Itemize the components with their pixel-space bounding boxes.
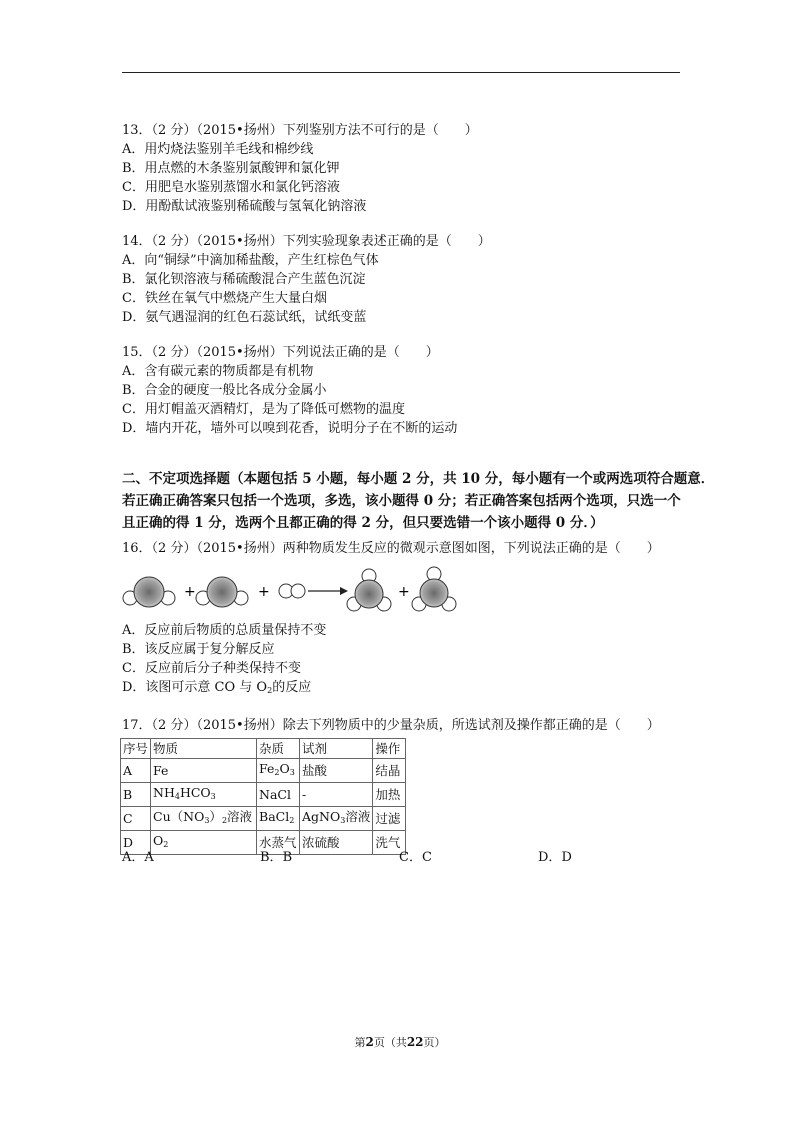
answer-option-a: A．A [122,850,154,865]
section-2-line-2: 若正确正确答案只包括一个选项，多选，该小题得 0 分；若正确答案包括两个选项，只选一个 [122,493,681,509]
table-row: D $O_2$ 水蒸气 浓硫酸 洗气 [121,831,406,855]
table-row: B $NH_4HCO_3$ NaCl - 加热 [121,783,406,807]
product-molecule-1 [347,569,391,611]
reactant-molecule-2 [196,577,248,607]
table-row: A Fe $Fe_2O_3$ 盐酸 结晶 [121,759,406,783]
reactant-molecule-1 [123,577,175,607]
header-rule [122,72,680,73]
plus-sign-2: + [258,584,270,600]
question-17-answer-options [122,846,682,866]
question-15-option-b: B．合金的硬度一般比各成分金属小 [122,383,327,398]
question-15 [122,343,702,438]
question-16-stem: 16．（2 分）（2015•扬州）两种物质发生反应的微观示意图如图，下列说法正确的是（ ） [122,541,660,556]
product-molecule-2 [412,567,456,611]
answer-option-d: D．D [538,850,572,865]
question-14-stem: 14．（2 分）（2015•扬州）下列实验现象表述正确的是（ ） [122,234,491,249]
question-14-option-c: C．铁丝在氧气中燃烧产生大量白烟 [122,291,327,306]
question-16-option-c: C．反应前后分子种类保持不变 [122,661,301,676]
answer-option-c: C．C [399,850,432,865]
question-16-option-b: B．该反应属于复分解反应 [122,642,275,657]
question-13-option-a: A．用灼烧法鉴别羊毛线和棉纱线 [122,142,314,157]
question-14-option-b: B．氯化钡溶液与稀硫酸混合产生蓝色沉淀 [122,272,366,287]
reagent-table [120,738,406,855]
question-17 [122,716,702,735]
question-13-option-c: C．用肥皂水鉴别蒸馏水和氯化钙溶液 [122,180,340,195]
question-13-option-b: B．用点燃的木条鉴别氯酸钾和氯化钾 [122,161,340,176]
reactant-molecule-3 [279,584,305,598]
answer-option-b: B．B [260,850,293,865]
table-row: C $Cu(NO_3)_2$溶液 BaCl$_2$ AgNO$_3$溶液 过滤 [121,807,406,831]
table-header-row: 序号 物质 杂质 试剂 操作 [121,739,406,759]
question-15-option-c: C．用灯帽盖灭酒精灯，是为了降低可燃物的温度 [122,402,405,417]
question-16-option-a: A．反应前后物质的总质量保持不变 [122,623,327,638]
section-2-line-1: 二、不定项选择题（本题包括 5 小题，每小题 2 分，共 10 分，每小题有一个或两选项符合题意． [122,471,715,487]
question-17-stem: 17．（2 分）（2015•扬州）除去下列物质中的少量杂质，所选试剂及操作都正确的是（ ） [122,718,660,733]
plus-sign-3: + [398,584,410,600]
question-14-option-d: D．氨气遇湿润的红色石蕊试纸，试纸变蓝 [122,310,367,325]
section-2-heading [122,468,715,534]
question-13-option-d: D．用酚酞试液鉴别稀硫酸与氢氧化钠溶液 [122,199,367,214]
section-2-line-3: 且正确的得 1 分，选两个且都正确的得 2 分，但只要选错一个该小题得 0 分．） [122,515,604,531]
plus-sign-1: + [184,584,196,600]
page-footer: 第2页（共22页） [354,1035,446,1049]
reaction-diagram [122,566,462,614]
question-16-options [122,621,702,697]
reaction-arrow-icon [308,587,348,595]
question-15-stem: 15．（2 分）（2015•扬州）下列说法正确的是（ ） [122,345,439,360]
question-14-option-a: A．向“铜绿”中滴加稀盐酸，产生红棕色气体 [122,253,379,268]
question-15-option-a: A．含有碳元素的物质都是有机物 [122,364,314,379]
question-14 [122,232,702,327]
question-13 [122,121,702,216]
question-16 [122,539,702,558]
question-15-option-d: D．墙内开花，墙外可以嗅到花香，说明分子在不断的运动 [122,421,458,436]
question-13-stem: 13．（2 分）（2015•扬州）下列鉴别方法不可行的是（ ） [122,123,478,138]
question-16-option-d: D．该图可示意 CO 与 $O_2$的反应 [122,680,312,695]
